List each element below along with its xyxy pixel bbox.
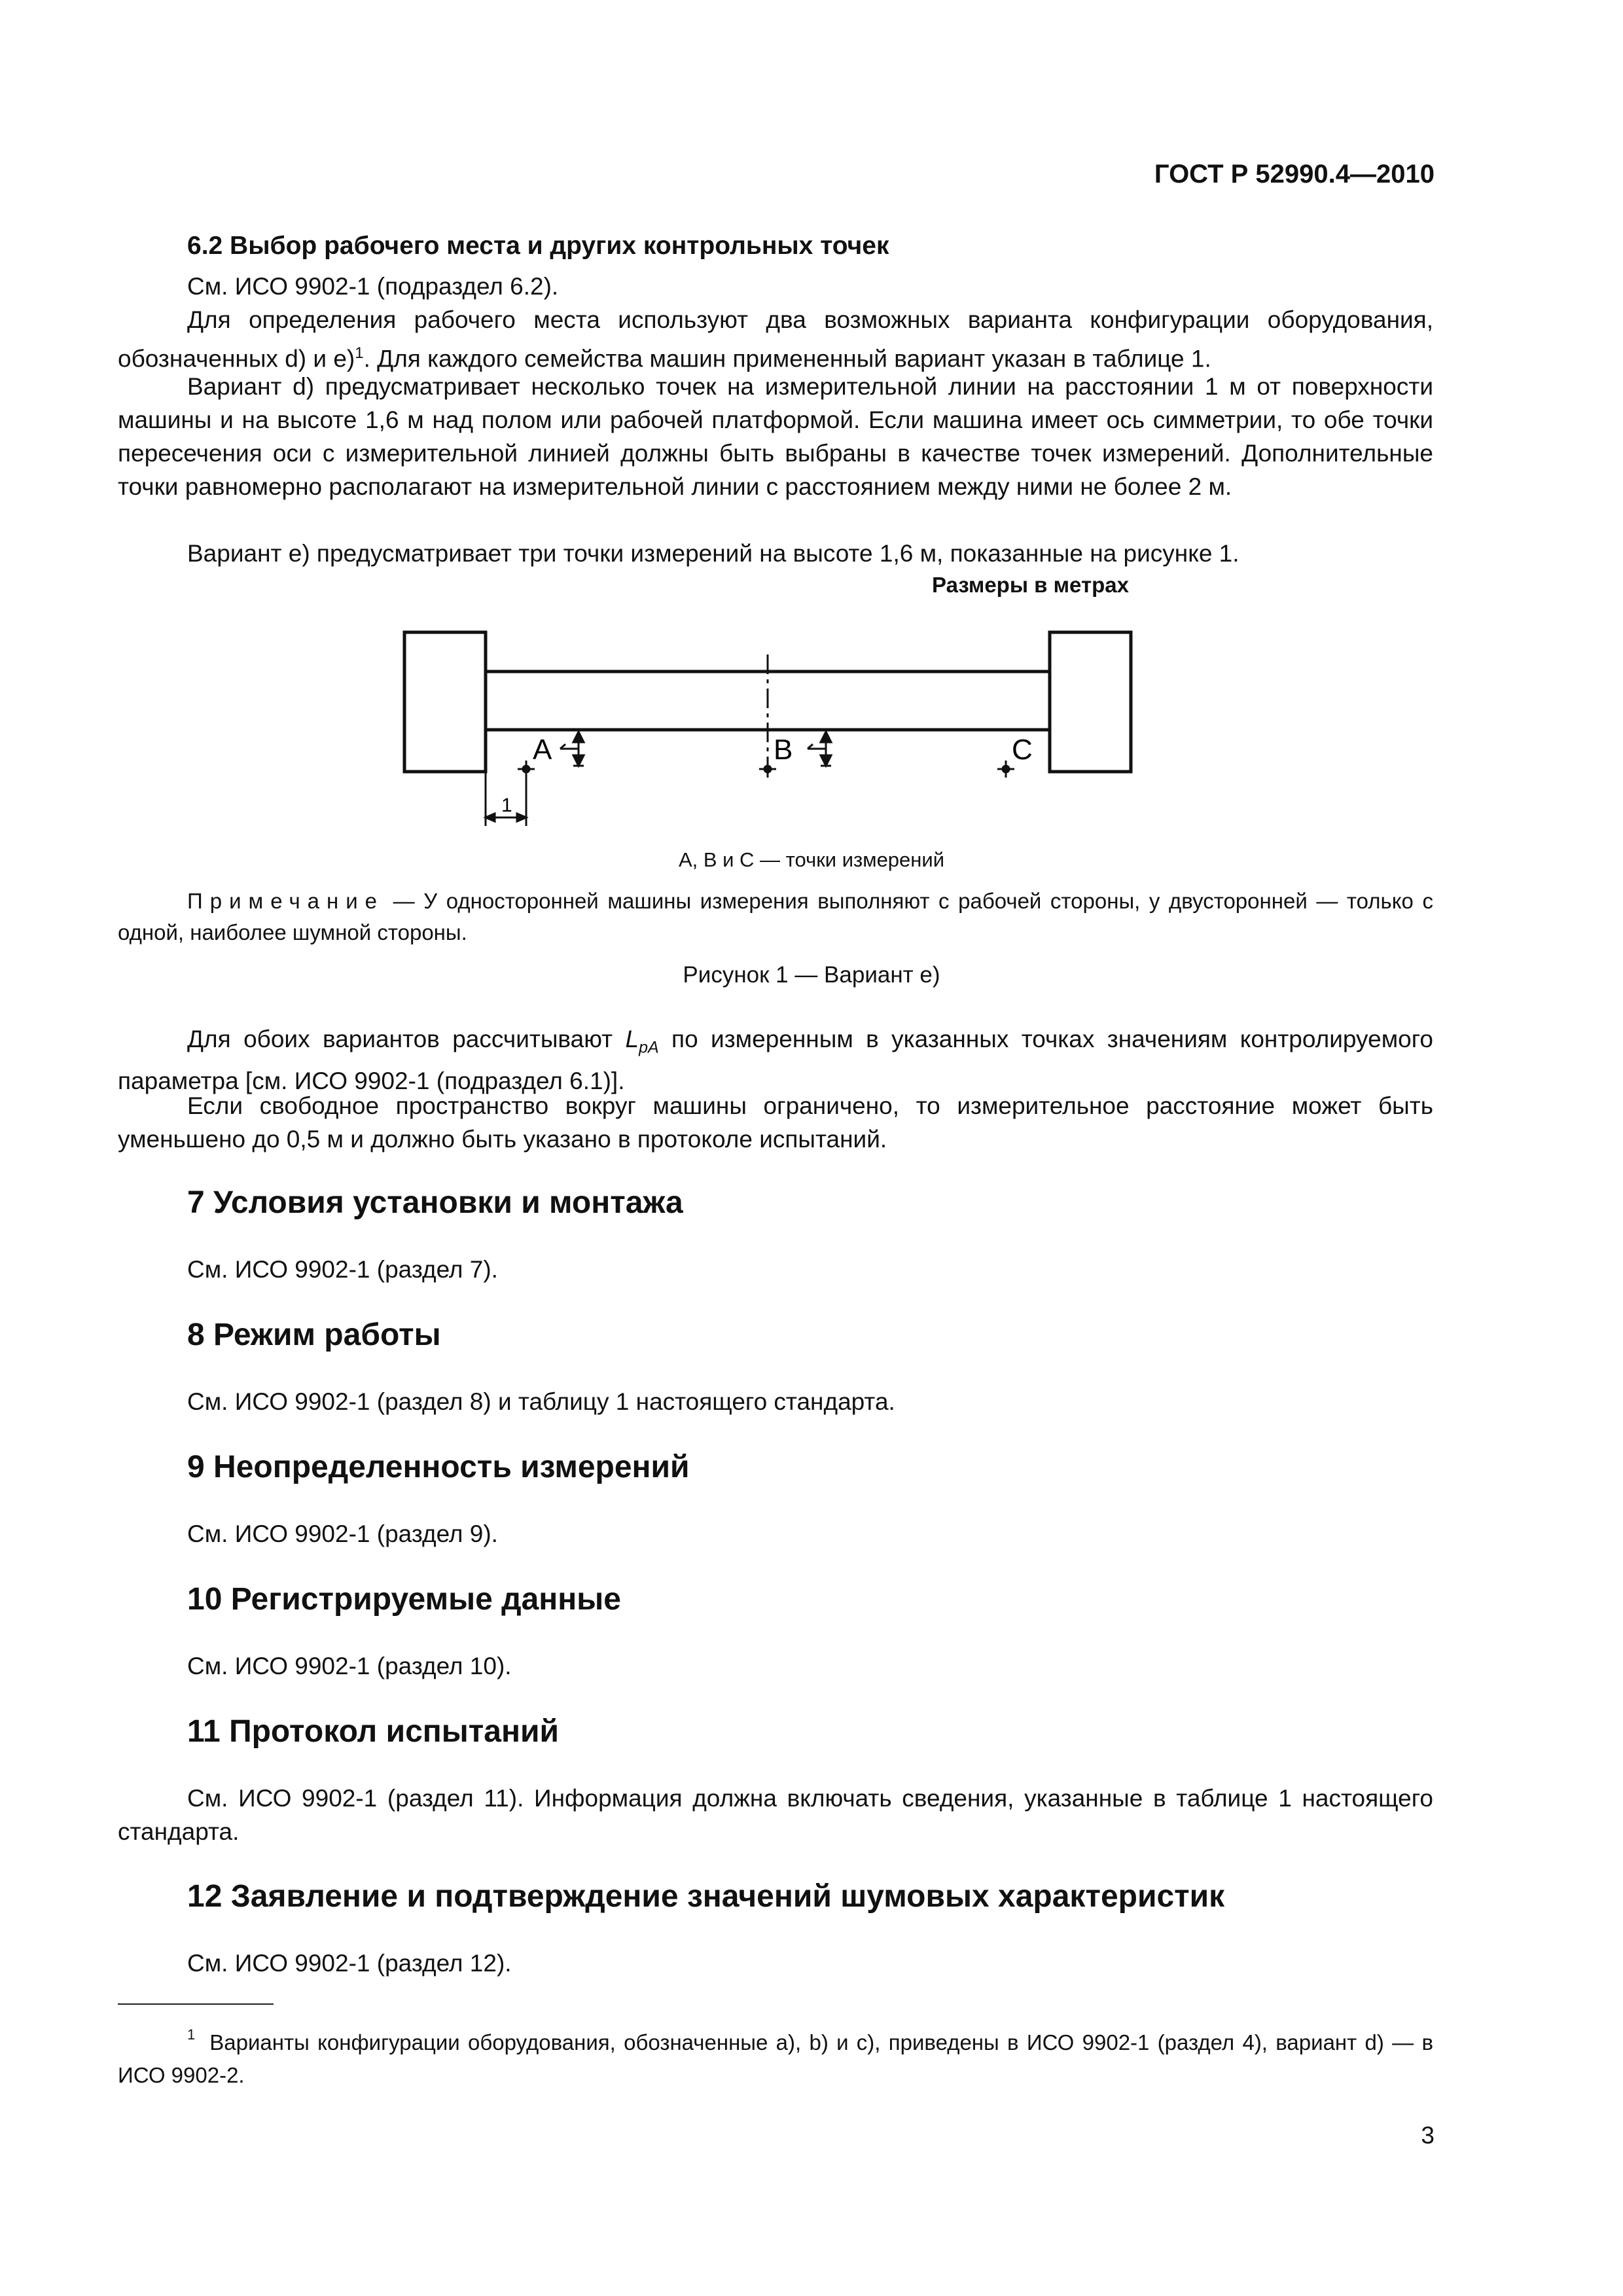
section-10-text: См. ИСО 9902-1 (раздел 10). bbox=[187, 1653, 512, 1679]
point-b-label: B bbox=[774, 734, 793, 766]
section-6-2-para-4: Вариант e) предусматривает три точки измерений на высоте 1,6 м, показанные на рисунке 1. bbox=[187, 540, 1240, 567]
figure-legend: А, В и С — точки измерений bbox=[678, 848, 945, 871]
height-arrow-b bbox=[808, 732, 831, 766]
footnote-divider bbox=[118, 2003, 274, 2005]
dimension-label: 1 bbox=[501, 795, 512, 816]
dimensions-caption: Размеры в метрах bbox=[932, 573, 1129, 597]
lpa-symbol: $L_{pA}$ bbox=[625, 1026, 659, 1057]
page-number: 3 bbox=[1421, 2122, 1435, 2149]
section-8-heading: 8 Режим работы bbox=[187, 1318, 441, 1352]
section-6-2-para-2: Для определения рабочего места используют два возможных варианта конфигурации оборудования, обозначенных d) и e)$^1$. Для каждого семейства машин примененный вариант указан в таблице 1. bbox=[118, 306, 1433, 372]
section-6-2-para-1: См. ИСО 9902-1 (подраздел 6.2). bbox=[187, 273, 559, 300]
section-8-text: См. ИСО 9902-1 (раздел 8) и таблицу 1 настоящего стандарта. bbox=[187, 1388, 895, 1415]
footnote-ref: 1 bbox=[355, 344, 364, 362]
after-figure-para-1: Для обоих вариантов рассчитывают $L_{pA}$ по измеренным в указанных точках значениям контролируемого параметра [см. ИСО 9902-1 (подраздел 6.1)]. bbox=[118, 1026, 1433, 1095]
document-header-id: ГОСТ Р 52990.4—2010 bbox=[1154, 160, 1435, 188]
machine-right-block bbox=[1050, 632, 1131, 772]
section-6-2-para-3: Вариант d) предусматривает несколько точек на измерительной линии на расстоянии 1 м от поверхности машины и на высоте 1,6 м над полом или рабочей платформой. Если машина имеет ось симметрии, то обе точки пересечения оси с измерительной линией должны быть выбраны в качестве точек измерений. Дополнительные точки равномерно располагают на измерительной линии с расстоянием между ними не более 2 м. bbox=[118, 373, 1433, 500]
point-a-label: A bbox=[533, 734, 552, 766]
section-12-text: См. ИСО 9902-1 (раздел 12). bbox=[187, 1950, 512, 1977]
figure-note: Примечание — У односторонней машины измерения выполняют с рабочей стороны, у двусторонней — только с одной, наиболее шумной стороны. bbox=[118, 889, 1433, 944]
figure-1-diagram bbox=[0, 0, 1623, 851]
footnote: $^1$ Варианты конфигурации оборудования, обозначенные a), b) и c), приведены в ИСО 9902-1 (раздел 4), вариант d) — в ИСО 9902-2. bbox=[118, 2026, 1433, 2087]
section-9-text: См. ИСО 9902-1 (раздел 9). bbox=[187, 1520, 498, 1547]
section-7-heading: 7 Условия установки и монтажа bbox=[187, 1185, 683, 1220]
section-11-heading: 11 Протокол испытаний bbox=[187, 1714, 559, 1749]
point-c-label: C bbox=[1012, 734, 1033, 766]
figure-caption: Рисунок 1 — Вариант e) bbox=[683, 962, 940, 988]
section-9-heading: 9 Неопределенность измерений bbox=[187, 1450, 690, 1484]
section-11-text: См. ИСО 9902-1 (раздел 11). Информация должна включать сведения, указанные в таблице 1 настоящего стандарта. bbox=[118, 1785, 1433, 1845]
after-figure-para-2: Если свободное пространство вокруг машины ограничено, то измерительное расстояние может быть уменьшено до 0,5 м и должно быть указано в протоколе испытаний. bbox=[118, 1092, 1433, 1153]
machine-left-block bbox=[404, 632, 486, 772]
section-10-heading: 10 Регистрируемые данные bbox=[187, 1582, 621, 1617]
section-12-heading: 12 Заявление и подтверждение значений шумовых характеристик bbox=[187, 1879, 1225, 1914]
height-arrow-a bbox=[560, 732, 584, 766]
section-6-2-heading: 6.2 Выбор рабочего места и других контрольных точек bbox=[187, 232, 889, 260]
section-7-text: См. ИСО 9902-1 (раздел 7). bbox=[187, 1256, 498, 1283]
